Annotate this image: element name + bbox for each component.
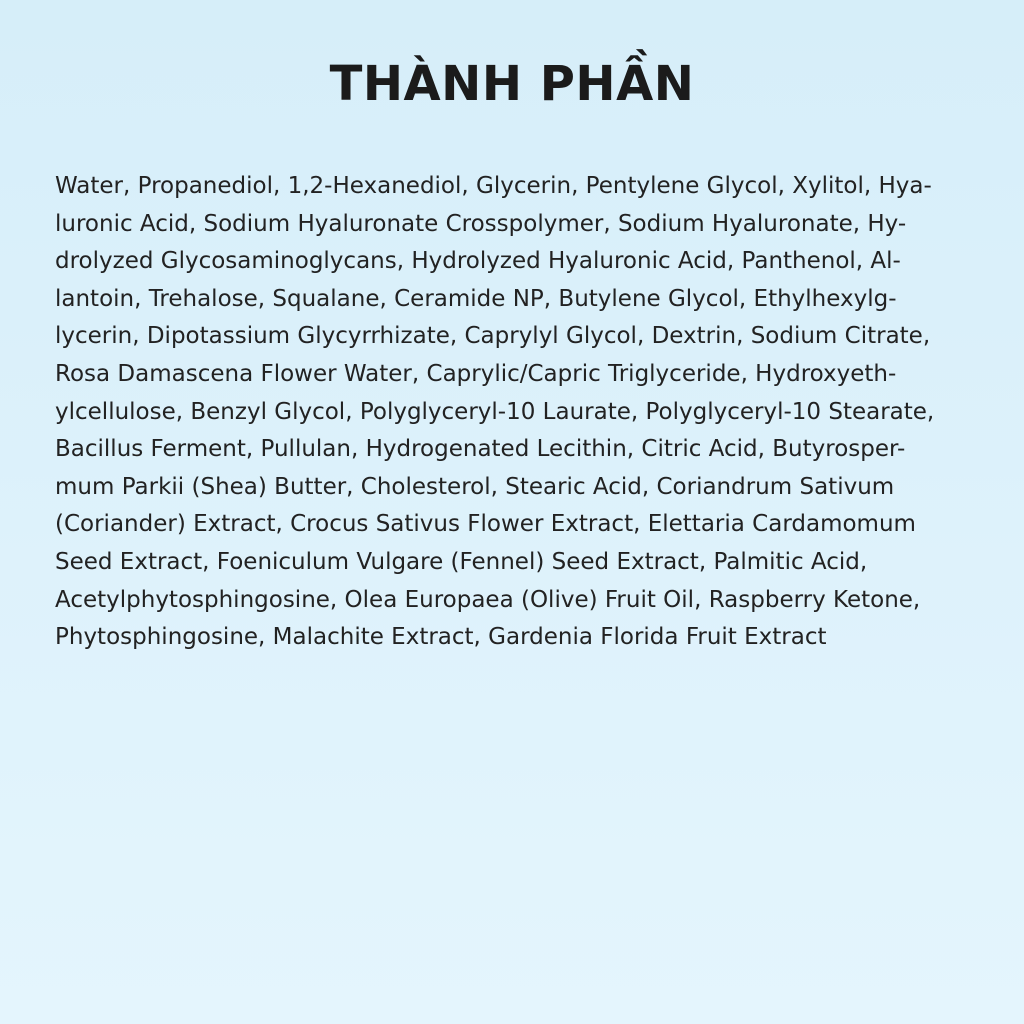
ingredients-line: Phytosphingosine, Malachite Extract, Gardenia Florida Fruit Extract bbox=[55, 624, 827, 651]
ingredients-line: lycerin, Dipotassium Glycyrrhizate, Caprylyl Glycol, Dextrin, Sodium Citrate, bbox=[55, 323, 931, 350]
ingredients-line: mum Parkii (Shea) Butter, Cholesterol, Stearic Acid, Coriandrum Sativum bbox=[55, 473, 895, 500]
ingredients-line: ylcellulose, Benzyl Glycol, Polyglyceryl-10 Laurate, Polyglyceryl-10 Stearate, bbox=[55, 398, 935, 425]
ingredients-line: Seed Extract, Foeniculum Vulgare (Fennel) Seed Extract, Palmitic Acid, bbox=[55, 548, 868, 575]
ingredients-line: Bacillus Ferment, Pullulan, Hydrogenated Lecithin, Citric Acid, Butyrosper- bbox=[55, 436, 906, 463]
ingredients-line: Rosa Damascena Flower Water, Caprylic/Capric Triglyceride, Hydroxyeth- bbox=[55, 360, 897, 387]
ingredients-line: (Coriander) Extract, Crocus Sativus Flower Extract, Elettaria Cardamomum bbox=[55, 511, 916, 538]
ingredients-list bbox=[55, 168, 975, 657]
ingredients-line: luronic Acid, Sodium Hyaluronate Crosspolymer, Sodium Hyaluronate, Hy- bbox=[55, 210, 907, 237]
ingredients-line: drolyzed Glycosaminoglycans, Hydrolyzed Hyaluronic Acid, Panthenol, Al- bbox=[55, 248, 901, 275]
ingredients-line: Acetylphytosphingosine, Olea Europaea (Olive) Fruit Oil, Raspberry Ketone, bbox=[55, 586, 921, 613]
page-title: THÀNH PHẦN bbox=[329, 56, 695, 112]
ingredients-line: Water, Propanediol, 1,2-Hexanediol, Glycerin, Pentylene Glycol, Xylitol, Hya- bbox=[55, 173, 932, 199]
ingredients-line: lantoin, Trehalose, Squalane, Ceramide NP, Butylene Glycol, Ethylhexylg- bbox=[55, 285, 897, 312]
